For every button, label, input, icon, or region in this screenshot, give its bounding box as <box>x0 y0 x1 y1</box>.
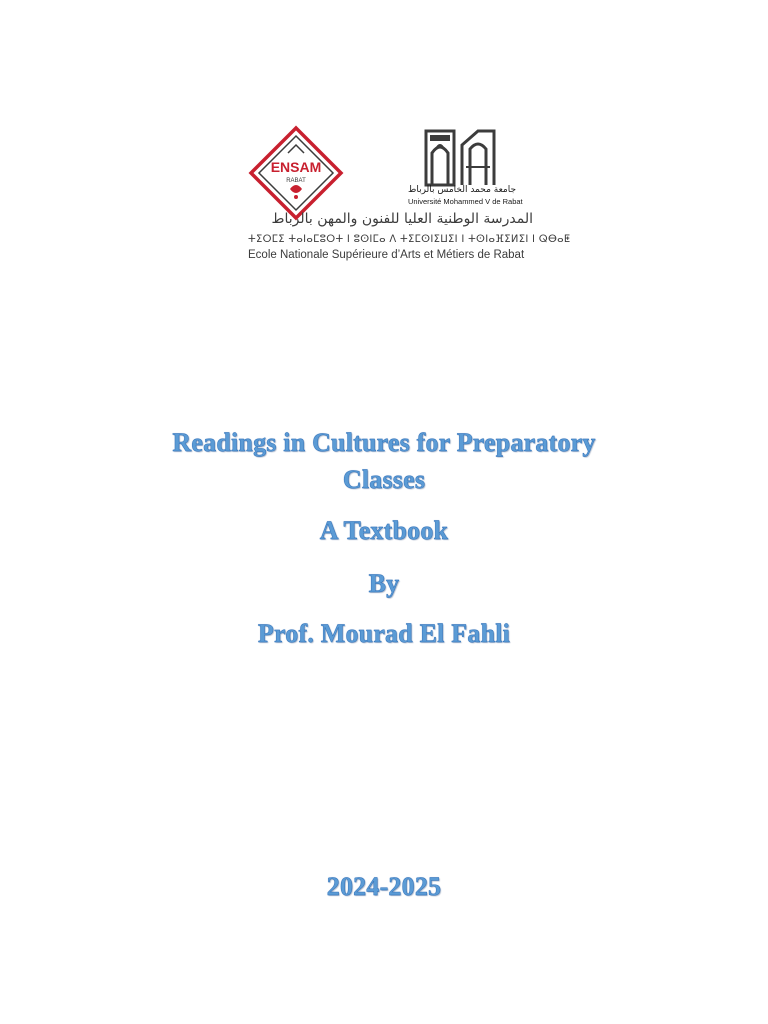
author <box>0 617 768 651</box>
by-line <box>0 567 768 601</box>
ensam-logo-city: RABAT <box>286 178 306 184</box>
school-french-name: Ecole Nationale Supérieure d’Arts et Métiers de Rabat <box>248 249 525 261</box>
university-name: Université Mohammed V de Rabat <box>408 197 523 206</box>
subtitle-text: A Textbook <box>319 516 449 545</box>
university-arabic-name: جامعة محمد الخامس بالرباط <box>408 185 517 195</box>
ensam-logo-text: ENSAM <box>270 159 322 175</box>
subtitle <box>0 514 768 548</box>
ensam-logo <box>248 125 344 221</box>
school-arabic-name: المدرسة الوطنية العليا للفنون والمهن بالرباط <box>271 211 533 227</box>
umv-logo <box>420 127 500 189</box>
title-text-2: Classes <box>342 465 426 494</box>
author-name: Prof. Mourad El Fahli <box>257 619 511 648</box>
school-tifinagh-name: ⵜⵉⵔⵎⵉ ⵜⴰⵏⴰⵎⵓⵔⵜ ⵏ ⵓⵙⵏⵎⴰ ⴷ ⵜⵉⵎⵙⵏⵉⵡⵉⵏ ⵏ ⵜⵙⵏⴰⴼⵉⵍⵉⵏ ⵏ ⵕⴱⴰⵟ <box>248 234 571 245</box>
title-line-2 <box>0 463 768 497</box>
header-logos <box>248 125 571 265</box>
title-line-1 <box>0 426 768 460</box>
academic-year-text: 2024-2025 <box>326 872 442 901</box>
by-text: By <box>368 569 400 598</box>
academic-year <box>0 870 768 904</box>
title-text-1: Readings in Cultures for Preparatory <box>172 428 596 457</box>
